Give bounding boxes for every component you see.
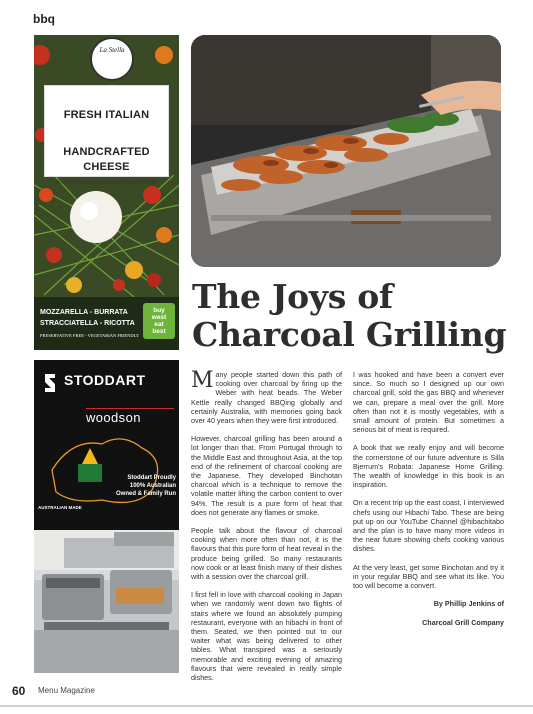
paragraph: I first fell in love with charcoal cooking in Japan when we randomly went down two flights of stairs where we found an absolutely pumping restaurant, everyone with an hibachi in front of them. Seated, we then pointed out to our waiter what was being delivered to other tables. What transpired was a seriously memorable and exciting evening of amazing flavours that were revealed in really simple dishes.: [191, 590, 342, 683]
paragraph: [191, 370, 342, 425]
badge-word-2: west: [151, 314, 167, 321]
article-column-left: [191, 370, 342, 691]
australia-map-icon: [42, 430, 172, 510]
title-line-2: Charcoal Grilling: [192, 315, 507, 354]
author-byline-1: By Phillip Jenkins of: [433, 599, 504, 609]
footer-rule: [0, 705, 533, 707]
article-title: [192, 278, 512, 354]
magazine-name: Menu Magazine: [38, 686, 95, 695]
cheese-headline-1: FRESH ITALIAN: [63, 109, 150, 121]
paragraph: People talk about the flavour of charcoal cooking when more often than not, it is the flavours that this pure form of heat reveal in the produce being grilled. So many restaurants now cook or at least finish many of their dishes with a session over the charcoal grill.: [191, 526, 342, 582]
badge-word-1: buy: [153, 307, 165, 314]
badge-word-3: eat: [154, 321, 164, 328]
woodson-divider: [86, 408, 174, 409]
cheese-products-1: MOZZARELLA - BURRATA: [40, 309, 128, 316]
cheese-advertisement[interactable]: [34, 35, 179, 350]
article-column-right: [353, 370, 504, 636]
woodson-brand: woodson: [86, 410, 141, 425]
stoddart-advertisement[interactable]: [34, 360, 179, 673]
paragraph: At the very least, get some Binchotan and try it in your regular BBQ and see what its like. You too will become a convert.: [353, 562, 504, 591]
cheese-banner: [44, 85, 169, 186]
stoddart-wordmark: STODDART: [64, 372, 146, 388]
hero-grill-photo: [191, 35, 501, 267]
kitchen-equipment-photo: [34, 530, 179, 673]
paragraph: A book that we really enjoy and will become the cornerstone of our future adventure is Silla Bjerrum's Robata: Japanese Home Grilling. The wealth of knowledge in this book is an inspiration.: [353, 443, 504, 490]
australian-made-label: AUSTRALIAN MADE: [38, 505, 82, 510]
proud-line-3: Owned & Family Run: [115, 491, 176, 497]
paragraph: On a recent trip up the east coast, I interviewed chefs using our Hibachi Tabo. These are being put up on our YouTube Channel @hibachitabo and the plan is to have many more videos in the near future showing chefs cooking various dishes.: [353, 498, 504, 554]
stoddart-proud-text: [112, 474, 176, 498]
cheese-headline-2: HANDCRAFTED CHEESE: [63, 146, 150, 173]
proud-line-1: Stoddart Proudly: [127, 475, 176, 481]
section-tag: bbq: [33, 12, 55, 26]
paragraph: I was hooked and have been a convert ever since. So much so I designed up our own charcoal grill, sold the gas BBQ and whenever we can, prepare a meal over the grill. More often than not it is mostly vegetables, with a small amount of protein. But sometimes a serious bit of meat is required.: [353, 370, 504, 435]
buy-west-eat-best-badge: [143, 303, 175, 339]
stoddart-brand: [42, 372, 146, 388]
cheese-tagline: MADE FROM 100% LOCAL INGREDIENTS: [55, 181, 158, 186]
badge-word-4: best: [152, 328, 166, 335]
charcoal-grill-illustration: [191, 35, 501, 267]
proud-line-2: 100% Australian: [129, 483, 176, 489]
paragraph-text: any people started down this path of cooking over charcoal by firing up the Weber with heat beads. The Weber Kettle really changed BBQing globally and certainly Australia, with memories going back over 40 years when they were first introduced.: [191, 370, 342, 426]
cheese-note: PRESERVATIVE FREE - VEGETARIAN FRIENDLY: [40, 333, 140, 338]
title-line-1: The Joys of: [192, 277, 393, 316]
drop-cap: M: [191, 368, 214, 393]
author-byline-2: Charcoal Grill Company: [422, 617, 504, 627]
cheese-products-2: STRACCIATELLA - RICOTTA: [40, 320, 135, 327]
brand-logo: La Stella: [90, 37, 134, 81]
page-number: 60: [12, 684, 26, 698]
paragraph: However, charcoal grilling has been around a lot longer than that. From Portugal through to the Middle East and throughout Asia, at the top end of the refinement of charcoal cooking are the Japanese. They developed Binchotan charcoal which is a technique to remove the volatile matter lifting the carbon content to over 94%. The result is a pure form of heat that does not generate any flames or smoke.: [191, 434, 342, 517]
